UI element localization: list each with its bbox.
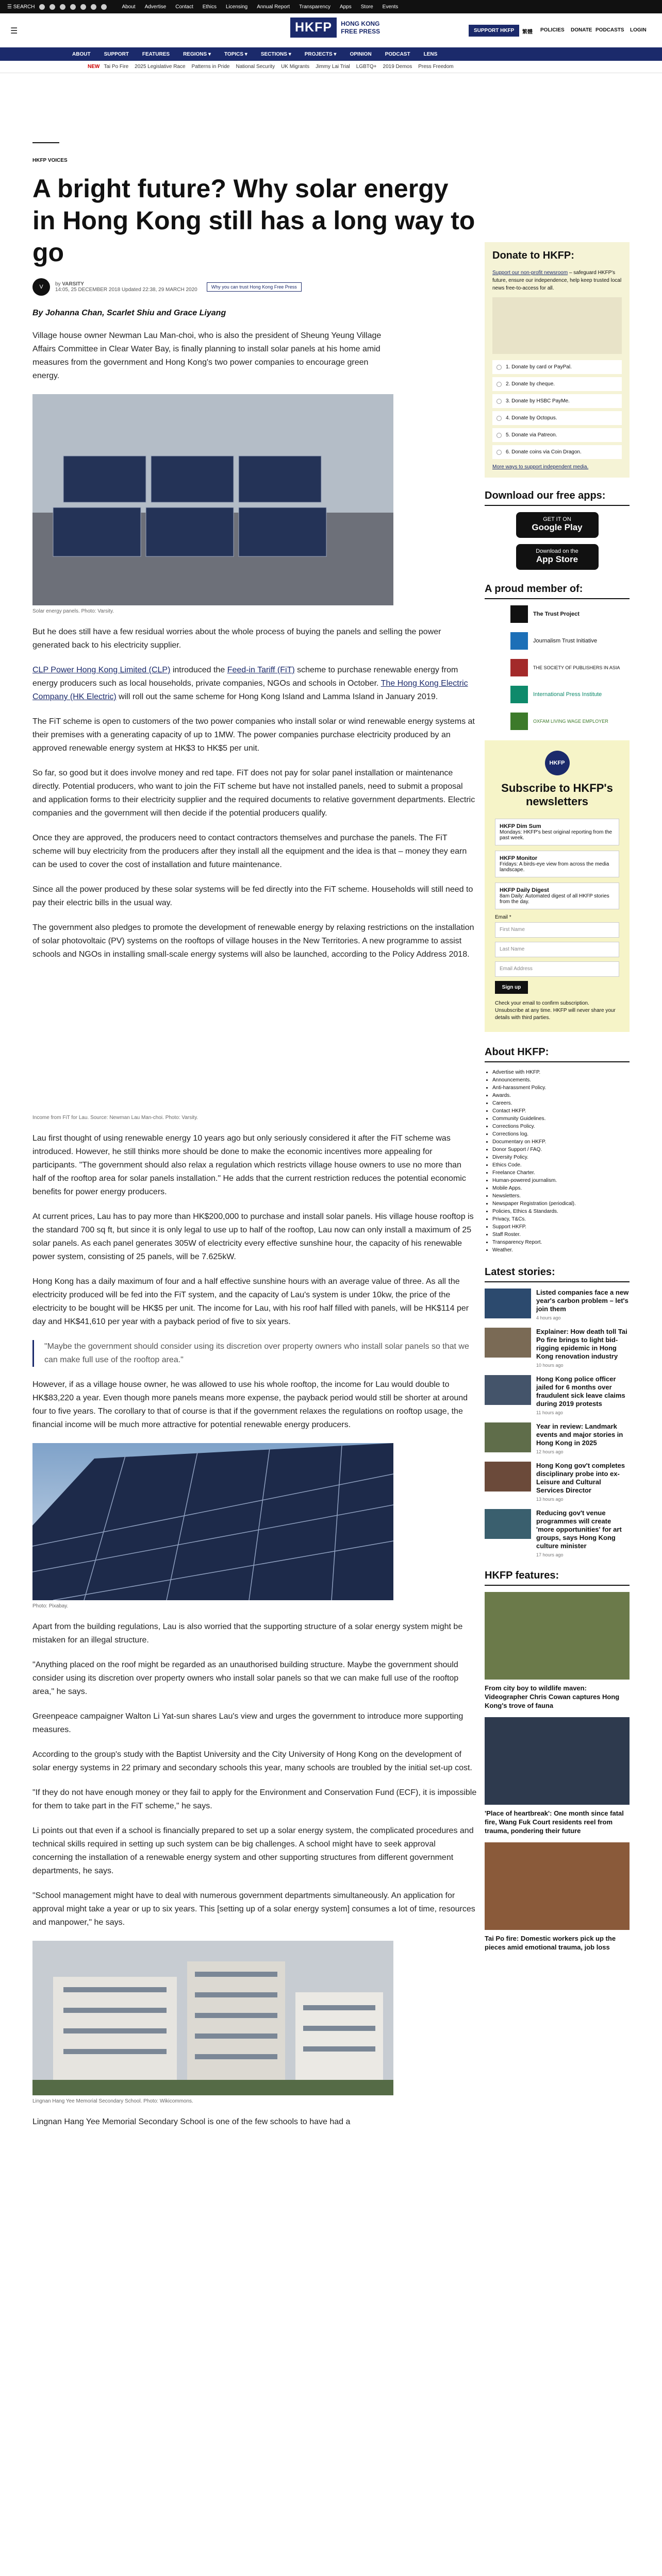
solar-panels-photo [32,394,393,605]
last-name-field[interactable]: Last Name [495,942,619,957]
nav-opinion[interactable]: OPINION [350,51,372,57]
nav-about[interactable]: ABOUT [72,51,91,57]
story-time: 10 hours ago [536,1363,564,1368]
photo-caption: Lingnan Hang Yee Memorial Secondary School. Photo: Wikicommons. [32,2098,193,2104]
trending-item[interactable]: 2025 Legislative Race [135,64,186,70]
radio-icon [496,416,502,421]
nav-sections[interactable]: SECTIONS ▾ [260,51,291,57]
hamburger-icon[interactable]: ☰ [10,27,18,36]
newsletter-name: HKFP Monitor [500,855,538,861]
latest-story[interactable] [485,1328,630,1368]
app-store-small: Download on the [536,548,578,554]
about-list [485,1069,630,1254]
feature-title[interactable]: 'Place of heartbreak': One month since fatal fire, Wang Fuk Court residents reel from trauma, pondering their future [485,1809,624,1835]
newsletter-dim-sum[interactable] [495,819,619,845]
features-list [485,1592,630,1952]
main-nav [0,47,662,61]
about-link[interactable]: • Staff Roster. [492,1231,630,1239]
about-link[interactable]: • Human-powered journalism. [492,1177,630,1184]
latest-list [485,1289,630,1557]
search-link[interactable]: ☰ SEARCH [7,4,35,10]
radio-icon [496,450,502,455]
feature-image[interactable] [485,1592,630,1680]
site-header [0,13,662,47]
about-link[interactable]: • Mobile Apps. [492,1184,630,1192]
podcasts-link[interactable]: PODCASTS [595,27,624,33]
logo-box: HKFP [290,18,337,38]
latest-story[interactable] [485,1462,630,1502]
solar-array-illustration [32,1443,393,1600]
radio-icon [496,382,502,387]
donate-option-label: 4. Donate by Octopus. [506,415,557,421]
article [32,120,477,2140]
pull-quote: "Maybe the government should consider using its discretion over property owners who install solar panels so that we can make full use of the rooftop area." [32,1340,477,1367]
member-ipi[interactable] [510,686,630,703]
about-link[interactable]: • Anti-harassment Policy. [492,1084,630,1092]
google-play-label: Google Play [532,522,583,532]
about-link[interactable]: • Announcements. [492,1076,630,1084]
paragraph: Apart from the building regulations, Lau is also worried that the supporting structure of a solar energy system might be mistaken for an illegal structure. [32,1622,463,1645]
newsletter-daily-digest[interactable] [495,883,619,909]
paragraph: The government also pledges to promote the development of renewable energy by relaxing restrictions on the installation of solar photovoltaic (PV) systems on the rooftops of village houses in the New Territories. A new programme to assist schools and NGOs in installing small-scale energy systems will also be launched, according to the Policy Address 2018. [32,923,474,959]
donate-banner-image [492,297,622,354]
paragraph: Village house owner Newman Lau Man-choi, who is also the president of Sheung Yeung Village Affairs Committee in Clear Water Bay, is finally planning to install solar panels at his home amid measures from the government and Hong Kong's two power companies to encourage green energy. [32,331,382,380]
story-title: Listed companies face a new year's carbon problem – let's join them [536,1289,629,1313]
instagram-icon[interactable] [60,4,65,10]
story-time: 4 hours ago [536,1315,561,1320]
linkedin-icon[interactable] [80,4,86,10]
paragraph [32,664,477,704]
topbar-link-annual-report[interactable]: Annual Report [257,4,290,10]
nav-support[interactable]: SUPPORT [104,51,129,57]
radio-icon [496,365,502,370]
newsletter-desc: Fridays: A birds-eye view from across the media landscape. [500,861,609,873]
topbar-link-advertise[interactable]: Advertise [144,4,167,10]
member-label: International Press Institute [533,691,602,698]
paragraph: But he does still have a few residual worries about the whole process of buying the panels and selling the power generated back to his electricity supplier. [32,628,441,650]
about-link[interactable]: • Transparency Report. [492,1239,630,1246]
about-link[interactable]: • Corrections Policy. [492,1123,630,1130]
telegram-icon[interactable] [91,4,96,10]
donate-option-payme[interactable] [492,394,622,408]
school-photo [32,1941,393,2095]
story-time: 12 hours ago [536,1449,564,1454]
donate-option-label: 5. Donate via Patreon. [506,432,557,438]
facebook-icon[interactable] [39,4,45,10]
paragraph: "If they do not have enough money or they fail to apply for the Environment and Conservation Fund (ECF), it is impossible for them to take part in the FiT scheme," he says. [32,1788,477,1810]
why-trust-badge[interactable]: Why you can trust Hong Kong Free Press [207,282,302,292]
hk-electric-link[interactable]: The Hong Kong Electric Company (HK Electric) [32,679,468,701]
story-title: Hong Kong gov't completes disciplinary probe into ex-Leisure and Cultural Services Director [536,1462,625,1494]
story-thumbnail [485,1289,531,1318]
donate-title: Donate to HKFP: [492,250,574,261]
topbar-link-events[interactable]: Events [382,4,399,10]
top-utility-bar [0,0,662,13]
policies-link[interactable]: POLICIES [540,27,565,33]
byline [32,277,477,297]
by-label: by [55,281,61,287]
topbar-link-transparency[interactable]: Transparency [299,4,330,10]
nav-lens[interactable]: LENS [423,51,438,57]
site-logo[interactable] [290,18,380,38]
donate-support-link[interactable]: Support our non-profit newsroom [492,270,568,276]
app-store-label: App Store [536,554,578,564]
logo-line1: HONG KONG [341,20,380,27]
latest-story[interactable] [485,1422,630,1454]
paragraph: Since all the power produced by these solar systems will be fed directly into the FiT scheme. Households will still need to pay their electric bills in the usual way. [32,885,473,907]
donate-option-label: 1. Donate by card or PayPal. [506,364,572,370]
newsletter-box [485,740,630,1032]
trending-item[interactable]: National Security [236,64,275,70]
twitter-icon[interactable] [49,4,55,10]
about-link[interactable]: • Contact HKFP. [492,1107,630,1115]
paragraph: Lau first thought of using renewable energy 10 years ago but only seriously considered it after the FiT scheme was introduced. However, he still thinks more should be done to make the economic incentives more appealing for participants. "The government should also relax a regulation which restricts village house owners to use no more than half of the rooftop area for solar panels installation." He adds that the current restriction reduces the potential economic benefits for power energy producers. [32,1134,466,1196]
donate-option-cheque[interactable] [492,377,622,391]
author-avatar: V [32,278,50,296]
article-authors: By Johanna Chan, Scarlet Shiu and Grace Liyang [32,309,226,317]
paragraph: The FiT scheme is open to customers of the two power companies who install solar or wind renewable energy systems at their premises with a generating capacity of up to 1MW. The power companies purchase electricity produced by an approved renewable energy system at HK$3 to HK$5 per unit. [32,717,475,753]
nav-podcast[interactable]: PODCAST [385,51,410,57]
features-title: HKFP features: [485,1570,630,1586]
member-label: The Trust Project [533,611,580,617]
donate-option-card[interactable] [492,360,622,374]
topbar-link-licensing[interactable]: Licensing [225,4,248,10]
about-link[interactable]: • Careers. [492,1099,630,1107]
member-label: Journalism Trust Initiative [533,638,598,644]
first-name-field[interactable]: First Name [495,922,619,938]
story-time: 17 hours ago [536,1552,564,1557]
member-title: A proud member of: [485,583,630,599]
radio-icon [496,433,502,438]
article-title: A bright future? Why solar energy in Hong Kong still has a long way to go [32,174,475,267]
donate-option-coins[interactable] [492,445,622,459]
trending-bar [0,61,662,73]
paragraph: Once they are approved, the producers need to contact contractors themselves and purchase the panels. The FiT scheme will buy electricity from the producers after they install all the equipment and the idea is that – money they earn can be used to cover the cost of installation and future maintenance. [32,834,467,869]
google-play-small: GET IT ON [543,516,571,522]
trending-item[interactable]: UK Migrants [281,64,310,70]
email-field[interactable]: Email Address [495,961,619,977]
topbar-link-store[interactable]: Store [360,4,373,10]
trust-project-logo [510,605,528,623]
latest-story[interactable] [485,1289,630,1320]
youtube-icon[interactable] [70,4,76,10]
story-thumbnail [485,1328,531,1358]
author-name[interactable]: VARSITY [62,281,84,287]
story-title: Explainer: How death toll Tai Po fire brings to light bid-rigging epidemic in Hong Kong renovation industry [536,1328,627,1360]
language-link[interactable]: 繁體 [522,29,533,35]
solar-panels-illustration [32,394,393,605]
article-dates: 14:05, 25 DECEMBER 2018 Updated 22:38, 29 MARCH 2020 [55,287,197,293]
trending-item[interactable]: Press Freedom [418,64,454,70]
story-thumbnail [485,1422,531,1452]
story-thumbnail [485,1462,531,1492]
feature-image[interactable] [485,1842,630,1930]
paragraph: However, if as a village house owner, he was allowed to use his whole rooftop, the income for Lau would double to HK$83,220 a year. Even though more panels means more expense, the payback period would still be shorter at around four to five years. The corollary to that of course is that if the government relaxes the regulations on rooftop usage, the financial income will be much more attractive for potential renewable energy producers. [32,1380,468,1429]
google-play-button[interactable] [516,512,599,538]
signup-button[interactable]: Sign up [495,981,528,994]
about-link[interactable]: • Privacy, T&Cs. [492,1215,630,1223]
nav-regions[interactable]: REGIONS ▾ [183,51,211,57]
member-sopa[interactable] [510,659,630,676]
about-link[interactable]: • Freelance Charter. [492,1169,630,1177]
newsletter-monitor[interactable] [495,851,619,877]
donate-option-octopus[interactable] [492,411,622,425]
ipi-logo [510,686,528,703]
email-label: Email * [495,914,511,920]
pixabay-solar-photo [32,1443,393,1600]
paragraph: So far, so good but it does involve money and red tape. FiT does not pay for solar panel installation or maintenance directly. Potential producers, who want to join the FiT scheme but have not installed panels, need to submit a proposal and application forms to their electricity supplier and the required documents to relative government departments. Electric companies and the government will then decide if the potential producers qualify. [32,769,475,818]
latest-story[interactable] [485,1509,630,1557]
about-link[interactable]: • Newsletters. [492,1192,630,1200]
topbar-link-apps[interactable]: Apps [339,4,352,10]
donate-option-patreon[interactable] [492,428,622,442]
trending-item[interactable]: 2019 Demos [383,64,412,70]
oxfam-logo [510,713,528,730]
feature-image[interactable] [485,1717,630,1805]
paragraph: Li points out that even if a school is financially prepared to set up a solar energy system, the complicated procedures and technical skills required in setting up such system can be big challenges. A school might have to seek approval concerning the installation of a renewable energy system and other supporting structures from different government departments, he says. [32,1826,474,1875]
about-link[interactable]: • Donor Support / FAQ. [492,1146,630,1154]
donate-link[interactable]: DONATE [571,27,592,33]
apps-title: Download our free apps: [485,490,630,506]
about-link[interactable]: • Awards. [492,1092,630,1099]
trending-item[interactable]: Patterns in Pride [191,64,230,70]
about-link[interactable]: • Corrections log. [492,1130,630,1138]
feature-title[interactable]: Tai Po fire: Domestic workers pick up the pieces amid emotional trauma, job loss [485,1935,616,1951]
newsletter-title: Subscribe to HKFP's newsletters [501,782,613,808]
support-button[interactable]: SUPPORT HKFP [469,25,519,37]
latest-title: Latest stories: [485,1266,630,1282]
paragraph: "Anything placed on the roof might be regarded as an unauthorised building structure. Maybe the government should consider using its discretion over property owners who install solar panels so that we can make full use of the rooftop area," he says. [32,1660,459,1696]
paragraph: According to the group's study with the Baptist University and the City University of Hong Kong on the development of solar energy systems in 22 primary and secondary schools this year, many schools are troubled by the initial set-up cost. [32,1750,472,1772]
about-link[interactable]: • Diversity Policy. [492,1154,630,1161]
trending-new-label: NEW [88,64,100,70]
nav-features[interactable]: FEATURES [142,51,170,57]
topbar-link-ethics[interactable]: Ethics [202,4,217,10]
logo-line2: FREE PRESS [341,27,380,35]
about-link[interactable]: • Community Guidelines. [492,1115,630,1123]
newsletter-desc: 8am Daily: Automated digest of all HKFP stories from the day. [500,893,609,905]
story-time: 13 hours ago [536,1497,564,1502]
latest-story[interactable] [485,1375,630,1415]
about-link[interactable]: • Weather. [492,1246,630,1254]
donate-option-label: 6. Donate coins via Coin Dragon. [506,449,582,455]
about-link[interactable]: • Advertise with HKFP. [492,1069,630,1076]
story-thumbnail [485,1375,531,1405]
member-oxfam[interactable] [510,713,630,730]
about-link[interactable]: • Support HKFP. [492,1223,630,1231]
donate-text: – safeguard HKFP's future, ensure our independence, help keep trusted local news free-to-access for all. [492,270,622,291]
paragraph: Hong Kong has a daily maximum of four and a half effective sunshine hours with an average value of three. As all the electricity produced will be fed into the FiT system, and the capacity of Lau's system is under 10kw, the price of the electricity to be bought will be HK$5 per unit. The income for Lau, with his roof half filled with panels, will be HK$114 per day and HK$41,610 per year with a payback period of five to six years. [32,1277,469,1326]
member-jti[interactable] [510,632,630,650]
paragraph: Lingnan Hang Yee Memorial Secondary School is one of the few schools to have had a [32,2117,351,2126]
article-kicker[interactable]: HKFP VOICES [32,158,68,163]
nav-projects[interactable]: PROJECTS ▾ [304,51,337,57]
income-chart-image [32,973,393,1112]
newsletter-name: HKFP Daily Digest [500,887,549,893]
topbar-link-about[interactable]: About [122,4,136,10]
member-trust-project[interactable] [510,605,630,623]
more-ways-link[interactable]: More ways to support independent media. [492,464,589,470]
trending-item[interactable]: Jimmy Lai Trial [316,64,350,70]
story-thumbnail [485,1509,531,1539]
trending-item[interactable]: LGBTQ+ [356,64,377,70]
radio-icon [496,399,502,404]
member-label: OXFAM LIVING WAGE EMPLOYER [533,719,608,724]
photo-caption: Solar energy panels. Photo: Varsity. [32,608,114,614]
about-link[interactable]: • Policies, Ethics & Standards. [492,1208,630,1215]
paragraph-text: introduced the [170,666,227,674]
jti-logo [510,632,528,650]
nav-topics[interactable]: TOPICS ▾ [224,51,247,57]
topbar-link-contact[interactable]: Contact [175,4,193,10]
paragraph: "School management might have to deal with numerous government departments simultaneously. An application for approval might take a year or up to six years. This [setting up of a solar energy system] consumes a lot of time, resources and manpower," he says. [32,1891,475,1927]
rss-icon[interactable] [101,4,107,10]
photo-caption: Income from FiT for Lau. Source: Newman Lau Man-choi. Photo: Varsity. [32,1115,198,1121]
paragraph-text: scheme to purchase renewable energy from energy producers such as local households, private companies, NGOs and schools in October. [32,666,458,688]
about-link[interactable]: • Newspaper Registration (periodical). [492,1200,630,1208]
paragraph-text: will roll out the same scheme for Hong Kong Island and Lamma Island in January 2019. [116,692,438,701]
story-title: Year in review: Landmark events and major stories in Hong Kong in 2025 [536,1422,623,1447]
donate-option-label: 2. Donate by cheque. [506,381,555,387]
trending-item[interactable]: Tai Po Fire [104,64,129,70]
sidebar [485,242,630,1959]
story-time: 11 hours ago [536,1410,563,1415]
story-title: Hong Kong police officer jailed for 6 months over fraudulent sick leave claims during 2019 protests [536,1375,625,1408]
about-link[interactable]: • Ethics Code. [492,1161,630,1169]
newsletter-logo: HKFP [545,751,570,775]
newsletter-desc: Mondays: HKFP's best original reporting from the past week. [500,829,613,841]
about-link[interactable]: • Documentary on HKFP. [492,1138,630,1146]
sopa-logo [510,659,528,676]
fit-link[interactable]: Feed-in Tariff (FiT) [227,666,295,674]
clp-link[interactable]: CLP Power Hong Kong Limited (CLP) [32,666,171,674]
donate-box [485,242,630,478]
newsletter-footnote: Check your email to confirm subscription. Unsubscribe at any time. HKFP will never share your details with third parties. [495,1001,616,1021]
feature-title[interactable]: From city boy to wildlife maven: Videographer Chris Cowan captures Hong Kong's trove of fauna [485,1684,620,1709]
photo-caption: Photo: Pixabay. [32,1603,69,1609]
donate-option-label: 3. Donate by HSBC PayMe. [506,398,570,404]
login-link[interactable]: LOGIN [630,27,647,33]
school-building-illustration [32,1941,393,2095]
paragraph: Greenpeace campaigner Walton Li Yat-sun shares Lau's view and urges the government to introduce more supporting measures. [32,1712,464,1734]
member-label: THE SOCIETY OF PUBLISHERS IN ASIA [533,665,620,670]
app-store-button[interactable] [516,544,599,570]
about-title: About HKFP: [485,1046,630,1062]
story-title: Reducing gov't venue programmes will create 'more opportunities' for art groups, says Hong Kong culture minister [536,1509,622,1550]
paragraph: At current prices, Lau has to pay more than HK$200,000 to purchase and install solar panels. His village house rooftop is the standard 700 sq ft, but since it is only legal to use up to half of the rooftop, Lau now can only install a maximum of 25 solar panels. As each panel generates 305W of electricity every effective sunshine hour, the capacity of his renewable power system, consisting of 25 panels, will be 7.625kW. [32,1212,474,1261]
newsletter-name: HKFP Dim Sum [500,823,541,829]
